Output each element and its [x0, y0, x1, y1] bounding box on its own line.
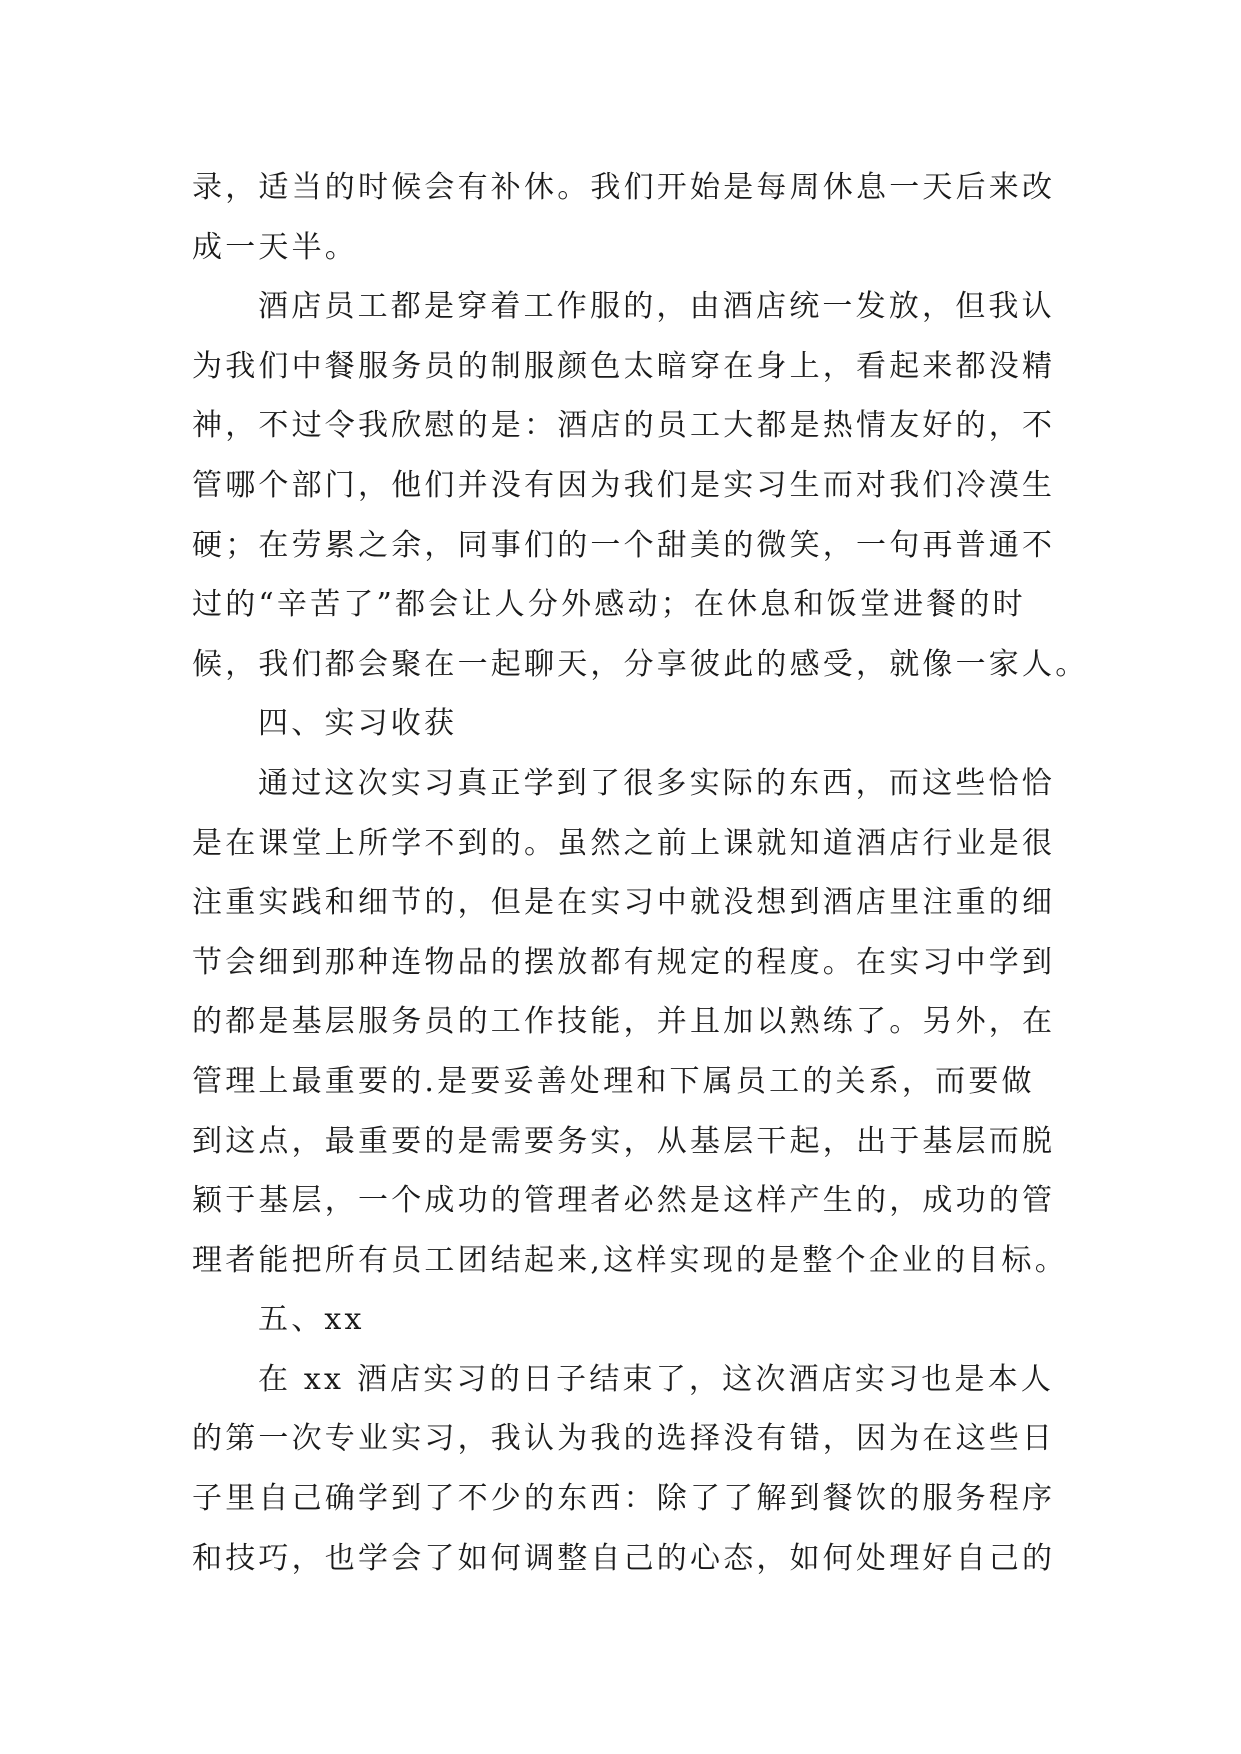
text-line: 到这点，最重要的是需要务实，从基层干起，出于基层而脱 — [192, 1123, 1056, 1159]
text-line: 是在课堂上所学不到的。虽然之前上课就知道酒店行业是很 — [192, 825, 1056, 861]
text-line: 在 xx 酒店实习的日子结束了，这次酒店实习也是本人 — [258, 1361, 1055, 1397]
document-body — [192, 158, 1089, 1588]
text-line: 通过这次实习真正学到了很多实际的东西，而这些恰恰 — [258, 765, 1055, 801]
text-line: 注重实践和细节的，但是在实习中就没想到酒店里注重的细 — [192, 885, 1056, 921]
text-line: 管理上最重要的.是要妥善处理和下属员工的关系，而要做 — [192, 1063, 1035, 1099]
text-line: 成一天半。 — [192, 229, 358, 265]
text-line: 候，我们都会聚在一起聊天，分享彼此的感受，就像一家人。 — [192, 646, 1089, 682]
text-line: 为我们中餐服务员的制服颜色太暗穿在身上，看起来都没精 — [192, 348, 1056, 384]
text-line: 节会细到那种连物品的摆放都有规定的程度。在实习中学到 — [192, 944, 1056, 980]
text-line: 硬；在劳累之余，同事们的一个甜美的微笑，一句再普通不 — [192, 527, 1056, 563]
text-line: 四、实习收获 — [258, 706, 458, 742]
text-line: 颖于基层，一个成功的管理者必然是这样产生的，成功的管 — [192, 1183, 1056, 1219]
text-line: 五、xx — [258, 1302, 365, 1338]
text-line: 理者能把所有员工团结起来,这样实现的是整个企业的目标。 — [192, 1242, 1068, 1278]
text-line: 酒店员工都是穿着工作服的，由酒店统一发放，但我认 — [258, 289, 1055, 325]
text-line: 管哪个部门，他们并没有因为我们是实习生而对我们冷漠生 — [192, 467, 1056, 503]
text-line: 和技巧，也学会了如何调整自己的心态，如何处理好自己的 — [192, 1540, 1056, 1576]
text-line: 子里自己确学到了不少的东西：除了了解到餐饮的服务程序 — [192, 1481, 1056, 1517]
text-line: 过的“辛苦了”都会让人分外感动；在休息和饭堂进餐的时 — [192, 587, 1026, 623]
text-line: 的都是基层服务员的工作技能，并且加以熟练了。另外，在 — [192, 1004, 1056, 1040]
text-line: 神，不过令我欣慰的是：酒店的员工大都是热情友好的，不 — [192, 408, 1056, 444]
text-line: 录，适当的时候会有补休。我们开始是每周休息一天后来改 — [192, 170, 1056, 205]
text-line: 的第一次专业实习，我认为我的选择没有错，因为在这些日 — [192, 1421, 1056, 1457]
